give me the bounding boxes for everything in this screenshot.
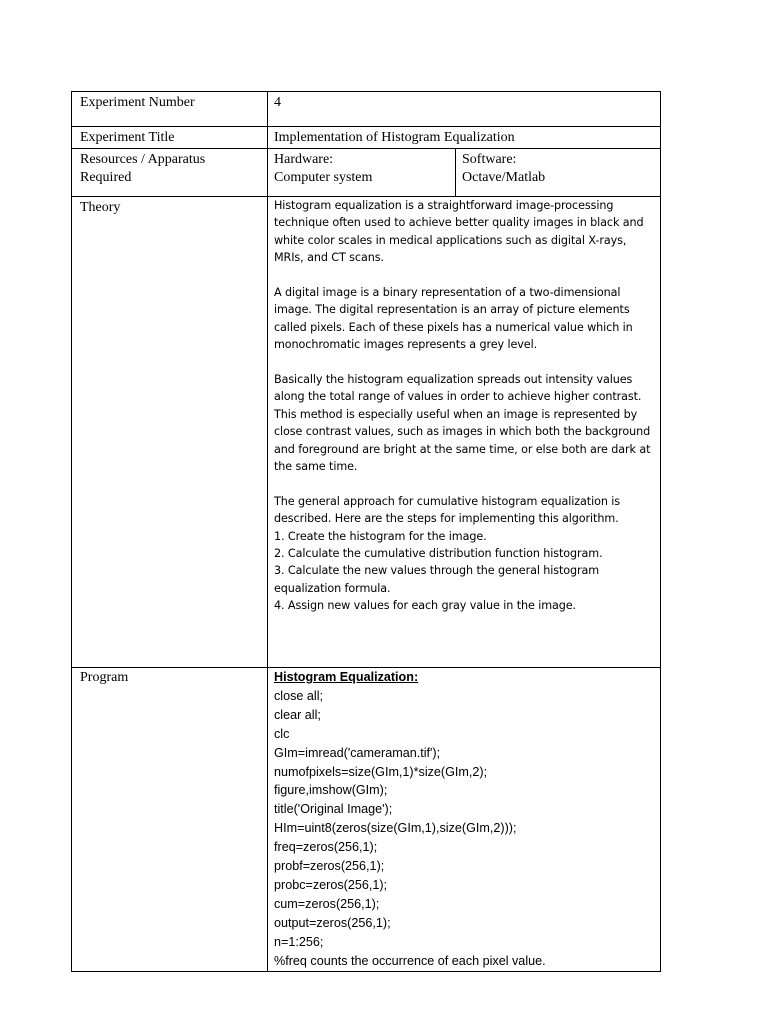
- code-line: close all;: [274, 688, 323, 703]
- theory-paragraph: The general approach for cumulative histogram equalization is described. Here are the steps for implementing this algorithm.: [274, 494, 621, 526]
- code-line: freq=zeros(256,1);: [274, 840, 378, 855]
- resources-label-line2: Required: [80, 170, 132, 185]
- theory-label: Theory: [72, 197, 268, 668]
- code-line: output=zeros(256,1);: [274, 915, 391, 930]
- program-heading: Histogram Equalization:: [274, 670, 419, 684]
- row-resources: [72, 149, 661, 197]
- experiment-number-label: Experiment Number: [72, 92, 268, 127]
- theory-paragraph: Basically the histogram equalization spreads out intensity values along the total range of values in order to achieve higher contrast. This method is especially useful when an image is represented by close contrast values, such as images in which both the background and foreground are bright at the same time, or else both are dark at the same time.: [274, 373, 651, 474]
- code-line: clear all;: [274, 707, 321, 722]
- code-line: clc: [274, 726, 290, 741]
- theory-steps-list: [274, 528, 656, 615]
- program-label: Program: [72, 668, 268, 972]
- code-line: numofpixels=size(GIm,1)*size(GIm,2);: [274, 764, 488, 779]
- theory-content: [268, 197, 661, 668]
- hardware-value: Computer system: [274, 170, 373, 185]
- experiment-title-value: Implementation of Histogram Equalization: [268, 127, 661, 149]
- code-line: title('Original Image');: [274, 802, 393, 817]
- code-line: figure,imshow(GIm);: [274, 783, 388, 798]
- resources-label: [72, 149, 268, 197]
- hardware-label: Hardware:: [274, 152, 334, 167]
- experiment-title-label: Experiment Title: [72, 127, 268, 149]
- row-program: [72, 668, 661, 972]
- theory-step: 3. Calculate the new values through the general histogram equalization formula.: [274, 564, 600, 595]
- experiment-table: [71, 91, 661, 972]
- code-line: cum=zeros(256,1);: [274, 896, 380, 911]
- experiment-number-value: 4: [268, 92, 661, 127]
- program-content: [268, 668, 661, 972]
- theory-step: 1. Create the histogram for the image.: [274, 529, 487, 543]
- software-label: Software:: [462, 152, 517, 167]
- code-line: probc=zeros(256,1);: [274, 877, 388, 892]
- theory-step: 2. Calculate the cumulative distribution function histogram.: [274, 547, 603, 561]
- code-line: n=1:256;: [274, 934, 324, 949]
- software-value: Octave/Matlab: [462, 170, 546, 185]
- code-line: GIm=imread('cameraman.tif');: [274, 745, 441, 760]
- hardware-cell: [268, 149, 456, 197]
- row-experiment-number: [72, 92, 661, 127]
- row-experiment-title: [72, 127, 661, 149]
- theory-paragraph: Histogram equalization is a straightforward image-processing technique often used to achieve better quality images in black and white color scales in medical applications such as digital X-rays, MRIs, and CT scans.: [274, 199, 644, 265]
- code-line: %freq counts the occurrence of each pixel value.: [274, 953, 546, 968]
- theory-paragraph: A digital image is a binary representation of a two-dimensional image. The digital representation is an array of picture elements called pixels. Each of these pixels has a numerical value which in monochromatic images represents a grey level.: [274, 286, 633, 352]
- theory-step: 4. Assign new values for each gray value in the image.: [274, 599, 577, 613]
- row-theory: [72, 197, 661, 668]
- resources-label-line1: Resources / Apparatus: [80, 152, 206, 167]
- code-line: probf=zeros(256,1);: [274, 859, 385, 874]
- code-line: HIm=uint8(zeros(size(GIm,1),size(GIm,2)));: [274, 821, 517, 836]
- software-cell: [456, 149, 661, 197]
